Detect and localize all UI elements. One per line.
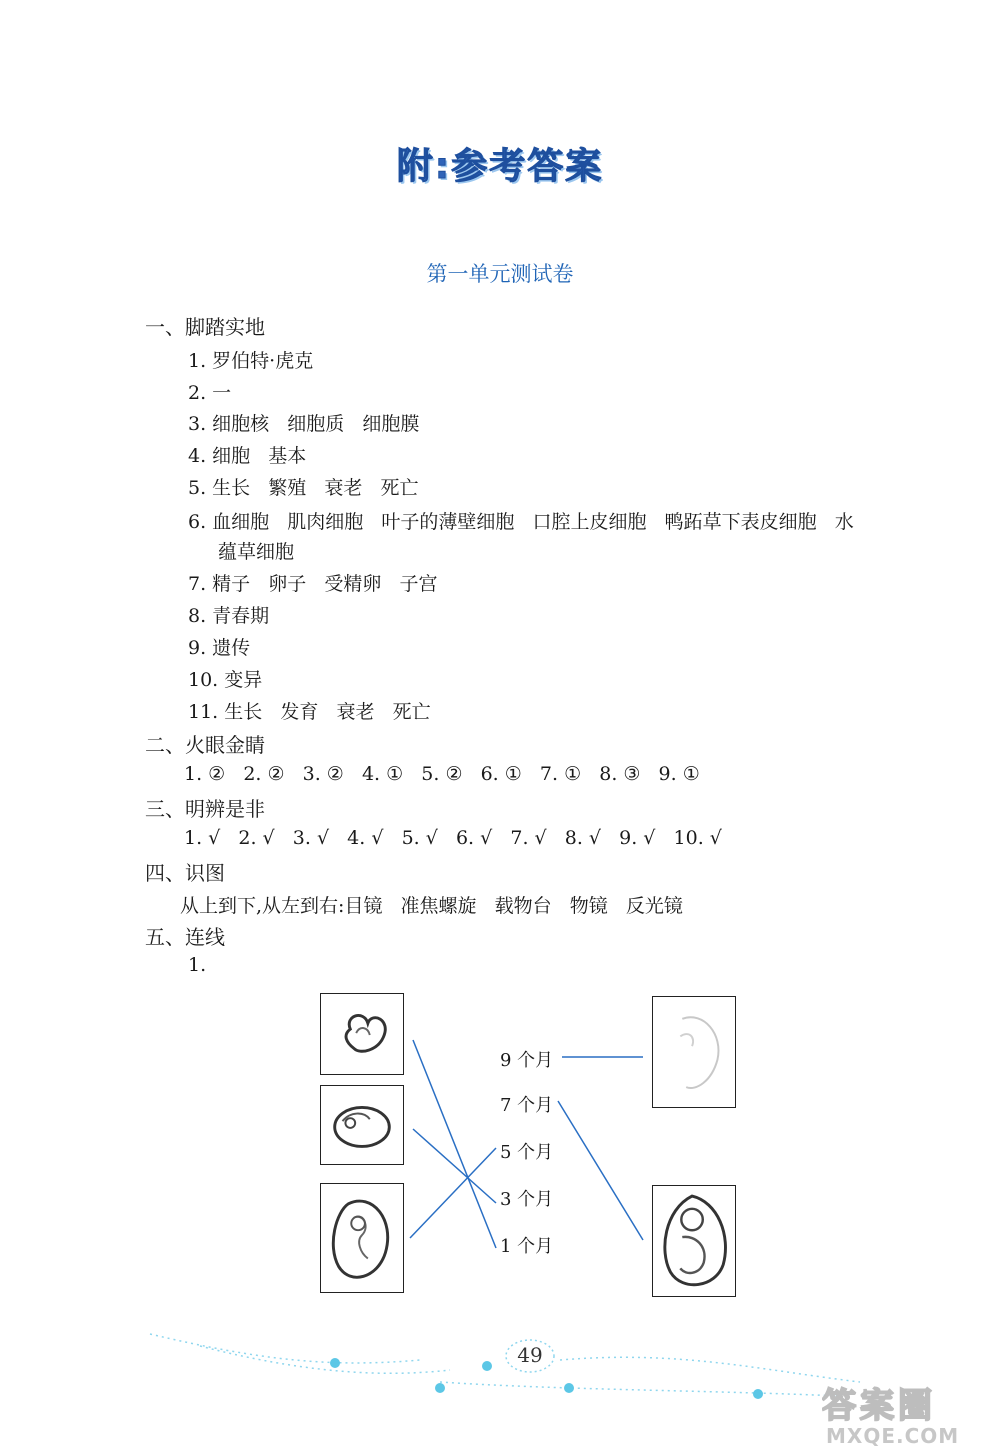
age-label-5-months: 5 个月: [500, 1142, 554, 1163]
section-5-title: 五、连线: [145, 925, 225, 949]
connector-line: [413, 1040, 496, 1248]
answer-line: 1. ② 2. ② 3. ② 4. ① 5. ② 6. ① 7. ① 8. ③ 9. ①: [184, 763, 700, 785]
embryo-image-5: [652, 1185, 736, 1297]
answer-line: 2. 一: [188, 382, 232, 404]
svg-text:答案圈: 答案圈: [822, 1386, 936, 1425]
age-label-9-months: 9 个月: [500, 1050, 554, 1071]
watermark-text: MXQE.COM: [826, 1424, 960, 1448]
connector-line: [413, 1129, 496, 1203]
section-4-title: 四、识图: [145, 861, 225, 885]
answer-line-continued: 蕴草细胞: [218, 541, 295, 563]
answer-line: 11. 生长 发育 衰老 死亡: [188, 701, 431, 723]
age-label-1-month: 1 个月: [500, 1236, 554, 1257]
page-number: 49: [517, 1343, 543, 1367]
embryo-image-3: [320, 1183, 404, 1293]
answer-line: 7. 精子 卵子 受精卵 子宫: [188, 573, 438, 595]
embryo-image-4: [652, 996, 736, 1108]
page-title: 附:参考答案: [396, 146, 604, 187]
answer-line: 8. 青春期: [188, 605, 270, 627]
answer-line: 6. 血细胞 肌肉细胞 叶子的薄壁细胞 口腔上皮细胞 鸭跖草下表皮细胞 水: [188, 511, 854, 533]
answer-item-number: 1.: [188, 954, 207, 976]
embryo-image-2: [320, 1085, 404, 1165]
age-label-7-months: 7 个月: [500, 1095, 554, 1116]
embryo-image-1: [320, 993, 404, 1075]
section-1-title: 一、脚踏实地: [145, 315, 265, 339]
section-3-title: 三、明辨是非: [145, 797, 265, 821]
age-label-3-months: 3 个月: [500, 1189, 554, 1210]
answer-line: 1. 罗伯特·虎克: [188, 350, 314, 372]
answer-line: 3. 细胞核 细胞质 细胞膜: [188, 413, 420, 435]
answer-line: 从上到下,从左到右:目镜 准焦螺旋 载物台 物镜 反光镜: [180, 895, 683, 917]
connector-line: [410, 1148, 496, 1238]
watermark-logo: [822, 1385, 972, 1425]
answer-line: 5. 生长 繁殖 衰老 死亡: [188, 477, 419, 499]
answer-line: 4. 细胞 基本: [188, 445, 307, 467]
connector-line: [558, 1101, 643, 1240]
section-2-title: 二、火眼金睛: [145, 733, 265, 757]
answer-line: 9. 遗传: [188, 637, 251, 659]
answer-line: 1. √ 2. √ 3. √ 4. √ 5. √ 6. √ 7. √ 8. √ 9. √ 10. √: [184, 827, 722, 849]
answer-line: 10. 变异: [188, 669, 263, 691]
unit-subtitle: 第一单元测试卷: [426, 262, 574, 286]
